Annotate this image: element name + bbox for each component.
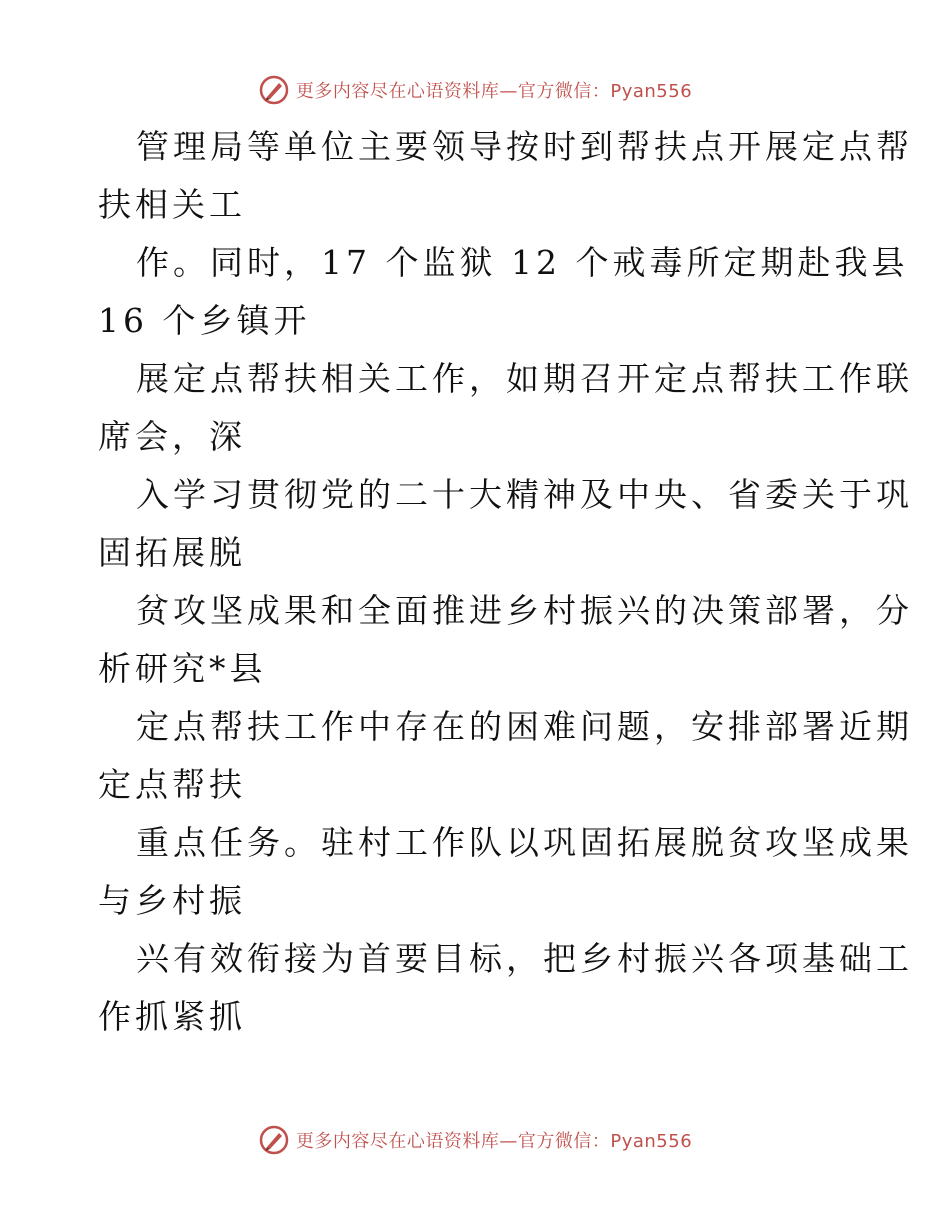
paragraph-line: 固拓展脱 (98, 533, 246, 572)
paragraph (98, 466, 913, 582)
banner-text: 更多内容尽在心语资料库—官方微信：Pyan556 (295, 81, 693, 102)
paragraph-line: 重点任务。驻村工作队以巩固拓展脱贫攻坚成果 (136, 823, 913, 862)
paragraph-line: 扶相关工 (98, 185, 246, 224)
paragraph (98, 814, 913, 930)
header-banner (0, 70, 950, 110)
paragraph-line: 贫攻坚成果和全面推进乡村振兴的决策部署，分 (136, 591, 913, 630)
paragraph (98, 118, 913, 234)
banner-text: 更多内容尽在心语资料库—官方微信：Pyan556 (295, 1131, 693, 1152)
pen-logo-icon (258, 1124, 290, 1156)
paragraph-line: 兴有效衔接为首要目标，把乡村振兴各项基础工 (136, 939, 913, 978)
paragraph-line: 席会，深 (98, 417, 246, 456)
paragraph (98, 582, 913, 698)
paragraph-line: 展定点帮扶相关工作，如期召开定点帮扶工作联 (136, 359, 913, 398)
footer-banner (0, 1120, 950, 1160)
paragraph-line: 与乡村振 (98, 881, 246, 920)
paragraph (98, 234, 909, 350)
paragraph-line: 定点帮扶 (98, 765, 246, 804)
paragraph-line: 定点帮扶工作中存在的困难问题，安排部署近期 (136, 707, 913, 746)
document-body (98, 118, 913, 1046)
paragraph (98, 698, 913, 814)
paragraph (98, 930, 913, 1046)
paragraph-line: 作抓紧抓 (98, 997, 246, 1036)
paragraph-line: 析研究*县 (98, 649, 267, 688)
paragraph-line: 16 个乡镇开 (98, 301, 311, 340)
paragraph-line: 作。同时，17 个监狱 12 个戒毒所定期赴我县 (136, 243, 909, 282)
paragraph (98, 350, 913, 466)
paragraph-line: 入学习贯彻党的二十大精神及中央、省委关于巩 (136, 475, 913, 514)
paragraph-line: 管理局等单位主要领导按时到帮扶点开展定点帮 (136, 127, 913, 166)
pen-logo-icon (258, 74, 290, 106)
